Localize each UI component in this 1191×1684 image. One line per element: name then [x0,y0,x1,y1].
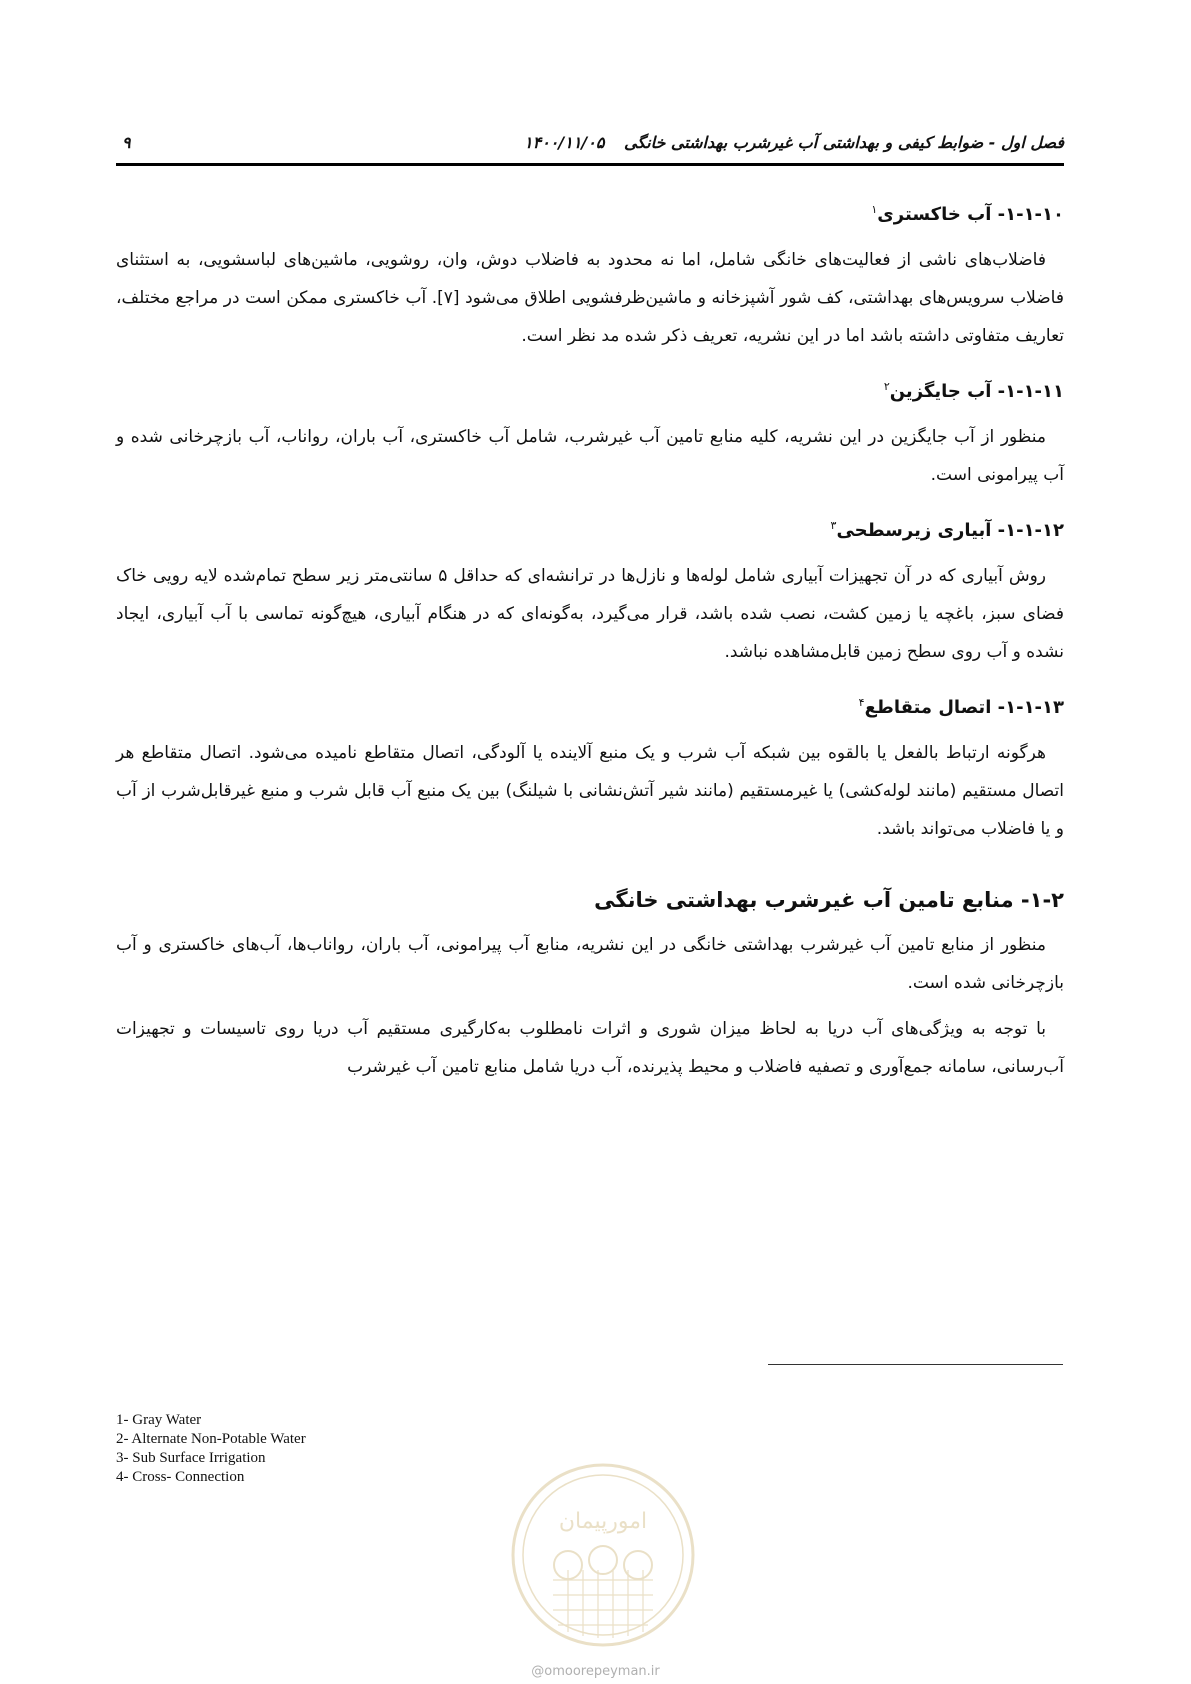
chapter-title: فصل اول - ضوابط کیفی و بهداشتی آب غیرشرب بهداشتی خانگی [623,133,1064,152]
paragraph: هرگونه ارتباط بالفعل یا بالقوه بین شبکه آب شرب و یک منبع آلاینده یا آلودگی، اتصال متقاطع نامیده می‌شود. اتصال متقاطع هر اتصال مستقیم (مانند لوله‌کشی) یا غیرمستقیم (مانند شیر آتش‌نشانی با شیلنگ) بین یک منبع آب قابل شرب و منبع غیرقابل‌شرب از آب و یا فاضلاب می‌تواند باشد. [116,743,1064,839]
paragraph: منظور از آب جایگزین در این نشریه، کلیه منابع تامین آب غیرشرب، شامل آب خاکستری، آب باران، رواناب، آب بازچرخانی شده و آب پیرامونی است. [116,427,1064,485]
section-heading-alternate-water: ۱-۱-۱۱- آب جایگزین$^۲$ [883,380,1064,402]
footnotes [116,1411,306,1487]
paragraph: منظور از منابع تامین آب غیرشرب بهداشتی خانگی در این نشریه، منابع آب پیرامونی، آب باران، رواناب‌ها، آب‌های خاکستری و آب بازچرخانی شده است. [116,935,1064,993]
page-number: ۹ [122,133,131,152]
footnote-item: 3- Sub Surface Irrigation [116,1450,266,1466]
watermark-url: @omoorepeyman.ir [531,1664,660,1679]
header-date: ۱۴۰۰/۱۱/۰۵ [524,133,605,152]
main-section-heading: ۱-۲- منابع تامین آب غیرشرب بهداشتی خانگی [594,888,1064,912]
footnote-ref: ۳ [830,519,837,532]
paragraph: روش آبیاری که در آن تجهیزات آبیاری شامل لوله‌ها و نازل‌ها در ترانشه‌ای که حداقل ۵ سانتی‌متر زیر سطح تمام‌شده لایه رویی خاک فضای سبز، باغچه یا زمین کشت، نصب شده باشد، قرار می‌گیرد، به‌گونه‌ای که در هنگام آبیاری، هیچ‌گونه تماسی با آب آبیاری، ایجاد نشده و آب روی سطح زمین قابل‌مشاهده نباشد. [116,566,1064,662]
section-heading-gray-water: ۱-۱-۱۰- آب خاکستری$^۱$ [871,203,1064,225]
page-header [116,125,1064,165]
footnote-rule [768,1364,1063,1365]
section-heading-cross-connection: ۱-۱-۱۳- اتصال متقاطع$^۴$ [858,696,1064,718]
page-body [116,178,1064,1094]
footnote-ref: ۱ [871,203,878,216]
footnote-item: 2- Alternate Non-Potable Water [116,1431,306,1447]
paragraph: فاضلاب‌های ناشی از فعالیت‌های خانگی شامل، اما نه محدود به فاضلاب دوش، وان، روشویی، ماشین‌های لباسشویی، به استثنای فاضلاب سرویس‌های بهداشتی، کف شور آشپزخانه و ماشین‌ظرفشویی اطلاق می‌شود [۷]. آب خاکستری ممکن است در مراجع مختلف، تعاریف متفاوتی داشته باشد اما در این نشریه، تعریف ذکر شده مد نظر است. [116,250,1064,346]
footnote-item: 4- Cross- Connection [116,1469,245,1485]
watermark-logo-icon [508,1460,698,1650]
footnote-item: 1- Gray Water [116,1412,202,1428]
logo-text: امورپیمان [558,1509,648,1534]
header-rule [116,163,1064,166]
footnote-ref: ۲ [883,380,890,393]
paragraph: با توجه به ویژگی‌های آب دریا به لحاظ میزان شوری و اثرات نامطلوب به‌کارگیری مستقیم آب دریا روی تاسیسات و تجهیزات آب‌رسانی، سامانه جمع‌آوری و تصفیه فاضلاب و محیط پذیرنده، آب دریا شامل منابع تامین آب غیرشرب [116,1019,1064,1077]
footnote-ref: ۴ [858,696,865,709]
section-heading-subsurface-irrigation: ۱-۱-۱۲- آبیاری زیرسطحی$^۳$ [830,519,1064,541]
